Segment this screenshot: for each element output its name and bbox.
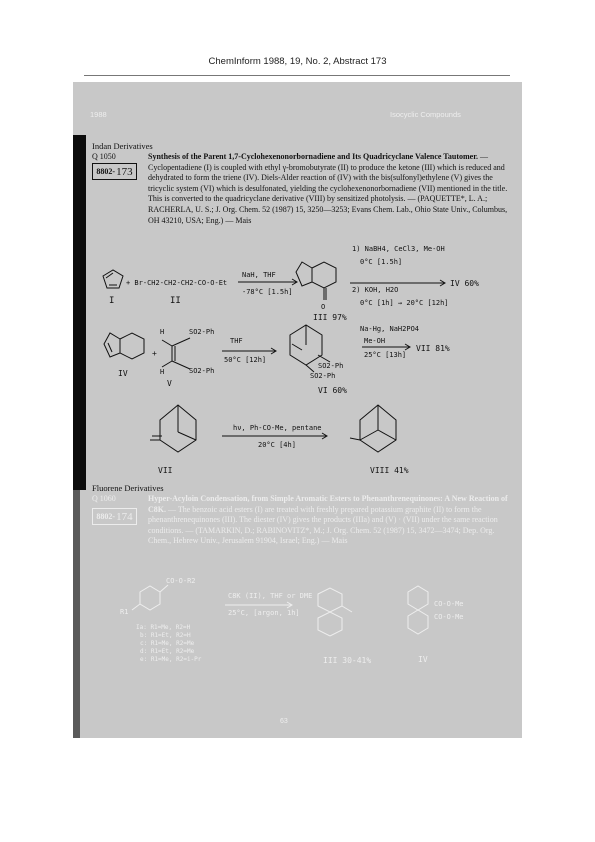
label-compound-III: III 97% xyxy=(313,313,347,322)
plus-sign: + xyxy=(152,349,157,358)
step-2-conditions: 0°C [1h] → 20°C [12h] xyxy=(360,299,449,307)
page-number: 63 xyxy=(280,718,288,725)
hydrogen-bottom: H xyxy=(160,368,165,376)
abstract-number: 174 xyxy=(116,510,133,523)
structure-cyclohexenonorbornadiene-VII xyxy=(150,405,196,452)
step-2-reagents: 2) KOH, H2O xyxy=(352,286,399,294)
structure-diester-IV xyxy=(408,586,428,634)
structure-phenanthrenequinone-III xyxy=(318,588,352,636)
label-compound-VI: VI 60% xyxy=(318,386,347,395)
section-heading: Indan Derivatives xyxy=(92,141,153,151)
step-1-reagents: 1) NaBH4, CeCl3, Me-OH xyxy=(352,245,445,253)
label-compound-IV: IV xyxy=(118,369,128,378)
hydrogen-top: H xyxy=(160,328,165,336)
page-header: ChemInform 1988, 19, No. 2, Abstract 173 xyxy=(208,56,387,67)
sulfonyl-bottom: SO2-Ph xyxy=(189,367,215,375)
label-product-IV: IV 60% xyxy=(450,279,479,288)
structure-triene-IV xyxy=(104,333,144,359)
abstract-body: — The benzoic acid esters (I) are treated with freshly prepared potassium graphite (II) to form the phenanthrenequinones (III). The diester (IV) gives the products (IIIa) and (V) · (VII) under the same reaction conditions. — (TAMARKIN, D.; RABINOVITZ*, M.; J. Org. Chem. 52 (1987) 15, 3472—3474; Dep. Org. Chem., Hebrew Univ., Jerusalem 91904, Israel; Eng.) — Mais xyxy=(148,504,498,546)
label-compound-VII: VII xyxy=(158,466,173,475)
diester-group-a: CO-O-Me xyxy=(434,600,464,608)
legend-line: b: R1=Et, R2=H xyxy=(140,632,191,639)
label-compound-VIII: VIII 41% xyxy=(370,466,409,475)
condition-reagents: NaH, THF xyxy=(242,271,276,279)
abstract-prefix: 8802- xyxy=(96,167,116,176)
reactant-ethyl-bromobutyrate: + Br-CH2-CH2-CH2-CO-O-Et xyxy=(126,279,228,287)
label-compound-IV: IV xyxy=(418,655,428,664)
legend-line: Ia: R1=Me, R2=H xyxy=(136,624,191,631)
legend-line: e: R1=Me, R2=i-Pr xyxy=(140,656,202,663)
structure-cyclopentadiene-I xyxy=(103,270,123,288)
abstract-title: Hyper-Acyloin Condensation, from Simple Aromatic Esters to Phenanthrenequinones: A New Reaction of C8K. xyxy=(148,494,508,514)
condition-solvent: THF xyxy=(230,337,243,345)
aryl-substituent: R1 xyxy=(120,608,129,616)
label-product-VII: VII 81% xyxy=(416,344,450,353)
legend-line: c: R1=Me, R2=Me xyxy=(140,640,195,647)
condition-temperature: 50°C [12h] xyxy=(224,356,267,364)
condition-temperature: 25°C [13h] xyxy=(364,351,407,359)
vi-sulfonyl-b: SO2-Ph xyxy=(310,372,336,380)
sulfonyl-top: SO2-Ph xyxy=(189,328,215,336)
ester-substituent: CO-O-R2 xyxy=(166,577,196,585)
label-compound-I: I xyxy=(109,296,115,306)
diester-group-b: CO-O-Me xyxy=(434,613,464,621)
condition-reagents: C8K (II), THF or DME xyxy=(228,592,313,600)
condition-solvent: Me-OH xyxy=(364,337,386,345)
legend-line: d: R1=Et, R2=Me xyxy=(140,648,195,655)
condition-photolysis: hν, Ph-CO-Me, pentane xyxy=(233,424,322,432)
running-head-left: 1988 xyxy=(90,110,107,119)
structure-quadricyclane-VIII xyxy=(350,405,396,452)
structure-bis-sulfonylethylene-V xyxy=(162,338,190,369)
q-number: Q 1060 xyxy=(92,494,116,503)
abstract-number: 173 xyxy=(116,165,133,178)
condition-temperature: 20°C [4h] xyxy=(258,441,296,449)
abstract-title: Synthesis of the Parent 1,7-Cyclohexenonorbornadiene and Its Quadricyclane Valence Tautomer. xyxy=(148,152,479,161)
label-compound-III: III 30-41% xyxy=(323,656,372,665)
condition-temperature: -78°C [1.5h] xyxy=(242,288,293,296)
running-head-right: Isocyclic Compounds xyxy=(390,110,461,119)
label-compound-V: V xyxy=(167,379,172,388)
abstract-body: — Cyclopentadiene (I) is coupled with ethyl γ-bromobutyrate (II) to produce the ketone (III) which is reduced and dehydrated to form the triene (IV). Diels-Alder reaction of (IV) with the bis(sulfonyl)ethylene (V) gives the tricyclic system (VI) which is desulfonated, yielding the cyclohexenonorbornadiene (VII) mentioned in the title. This is converted to the quadricyclane derivative (VIII) by sensitized photolysis. — (PAQUETTE*, L. A.; RACHERLA, U. S.; J. Org. Chem. 52 (1987) 15, 3250—3253; Evans Chem. Lab., Ohio State Univ., Columbus, OH 43210, USA; Eng.) — Mais xyxy=(148,152,508,225)
vi-sulfonyl-a: SO2-Ph xyxy=(318,362,344,370)
abstract-prefix: 8802- xyxy=(96,512,116,521)
structure-ester-I xyxy=(132,585,168,610)
structure-ketone-III xyxy=(296,262,336,300)
step-1-conditions: 0°C [1.5h] xyxy=(360,258,403,266)
section-heading: Fluorene Derivatives xyxy=(92,483,164,493)
condition-temperature: 25°C, [argon, 1h] xyxy=(228,609,300,617)
ketone-oxygen: O xyxy=(321,303,326,311)
condition-reagents: Na-Hg, NaH2PO4 xyxy=(360,325,420,333)
label-compound-II: II xyxy=(170,296,181,306)
q-number: Q 1050 xyxy=(92,152,116,161)
